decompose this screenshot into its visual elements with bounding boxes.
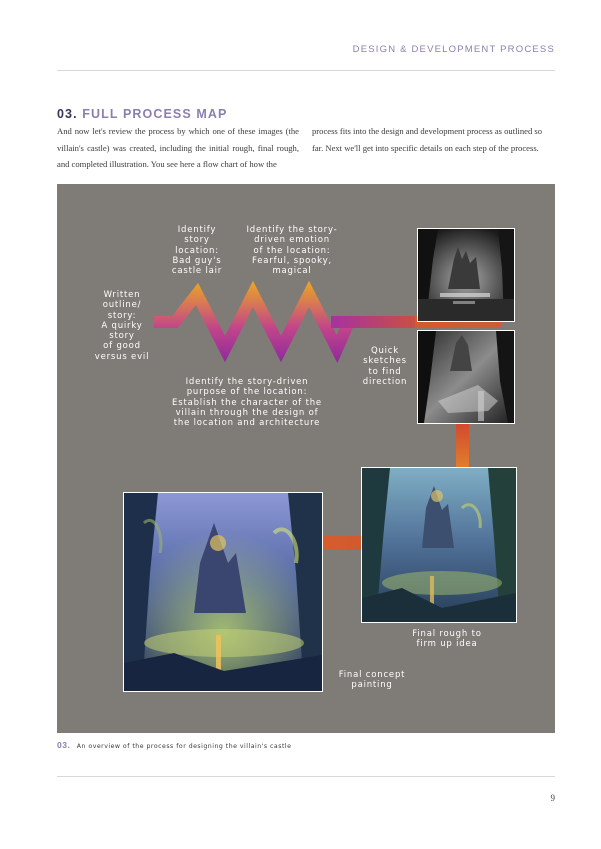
label-story-emotion: Identify the story- driven emotion of the location: Fearful, spooky, magical — [246, 225, 338, 277]
connector-final-to-rough — [321, 536, 361, 550]
final-rough-image — [361, 467, 517, 623]
label-quick-sketches: Quick sketches to find direction — [362, 346, 408, 387]
label-story-purpose: Identify the story-driven purpose of the location: Establish the character of the villain through the design of the location and architecture — [172, 377, 322, 429]
section-title-text: FULL PROCESS MAP — [82, 107, 228, 121]
caption-text: An overview of the process for designing the villain's castle — [76, 743, 292, 750]
intro-column-1: And now let's review the process by which one of these images (the villain's castle) was created, including the initial rough, final rough, and completed illustration. You see here a flow chart of how the — [57, 126, 299, 169]
label-final-concept: Final concept painting — [338, 670, 406, 691]
label-story-location: Identify story location: Bad guy's castle lair — [171, 225, 223, 277]
header-rule — [57, 70, 555, 71]
caption-number: 03. — [57, 740, 71, 750]
section-number: 03. — [57, 107, 78, 121]
sketch-image-1 — [417, 228, 515, 322]
label-written-outline: Written outline/ story: A quirky story of good versus evil — [94, 290, 150, 362]
intro-column-2: process fits into the design and development process as outlined so far. Next we'll get into specific details on each step of the process. — [312, 126, 543, 153]
label-final-rough: Final rough to firm up idea — [412, 629, 482, 650]
running-head: DESIGN & DEVELOPMENT PROCESS — [352, 44, 555, 55]
sketch-image-2 — [417, 330, 515, 424]
section-title — [57, 107, 227, 121]
connector-vertical — [456, 422, 469, 467]
process-map-figure — [57, 184, 555, 733]
footer-rule — [57, 776, 555, 777]
final-concept-painting — [123, 492, 323, 692]
figure-caption — [57, 740, 291, 750]
page-number: 9 — [550, 793, 555, 803]
